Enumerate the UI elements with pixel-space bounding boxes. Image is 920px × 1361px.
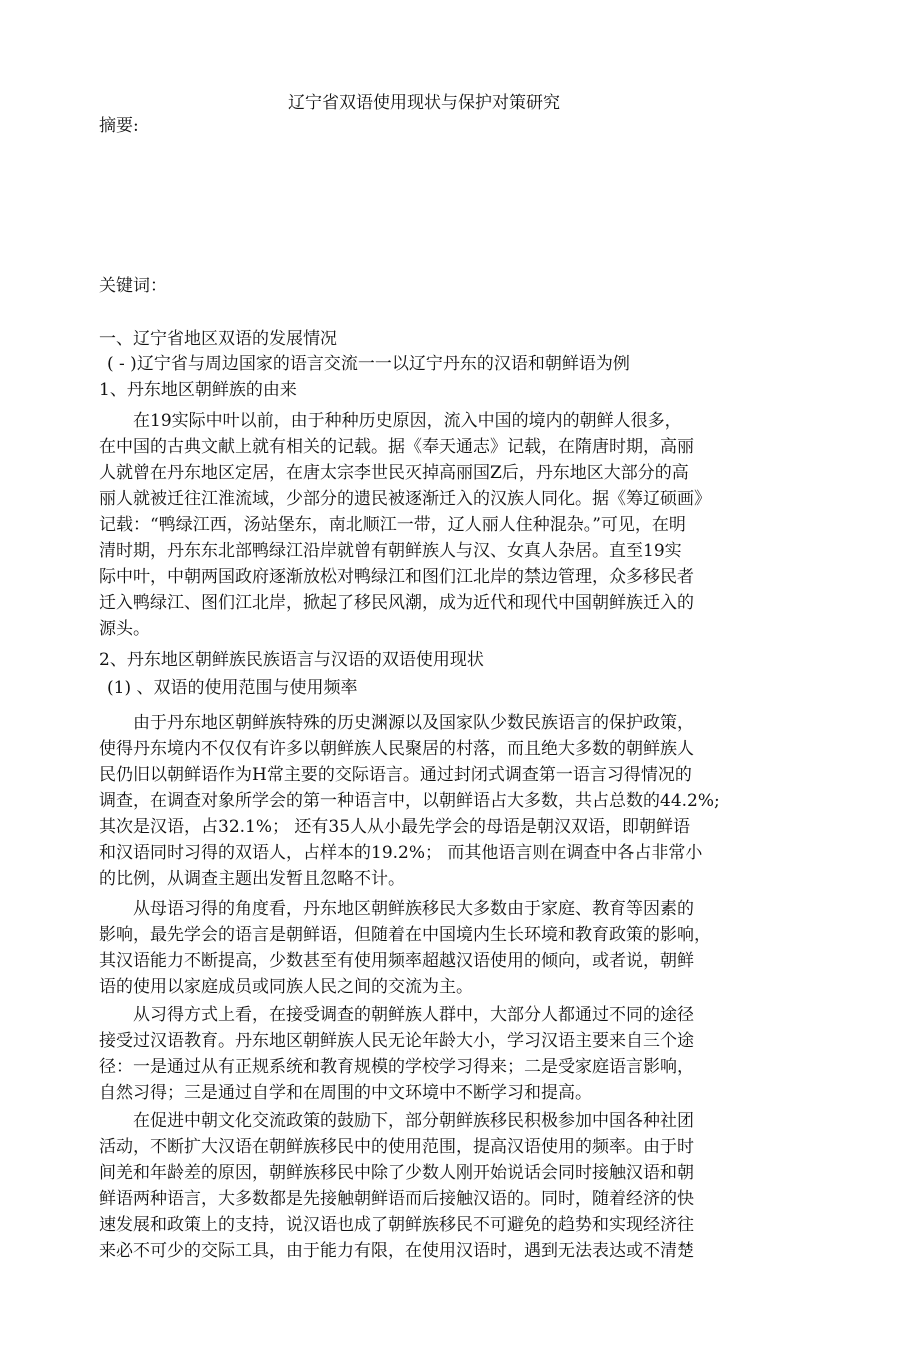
text-line: 使得丹东境内不仅仅有许多以朝鲜族人民聚居的村落，而且绝大多数的朝鲜族人 — [99, 739, 694, 759]
keywords-label: 关键词： — [99, 276, 167, 296]
abstract-label: 摘要: — [99, 116, 139, 136]
text-line: 自然习得；三是通过自学和在周围的中文环境中不断学习和提高。 — [99, 1083, 592, 1103]
subheading-section-1-1: ( - )辽宁省与周边国家的语言交流一一以辽宁丹东的汉语和朝鲜语为例 — [107, 354, 630, 374]
paragraph-usage — [99, 710, 799, 892]
text-line: 从母语习得的角度看，丹东地区朝鲜族移民大多数由于家庭、教育等因素的 — [99, 899, 694, 919]
heading-2-status: 2、丹东地区朝鲜族民族语言与汉语的双语使用现状 — [99, 650, 484, 670]
text-line: 间羌和年龄差的原因，朝鲜族移民中除了少数人刚开始说话会同时接触汉语和朝 — [99, 1163, 694, 1183]
text-line: 民仍旧以朝鲜语作为H常主要的交际语言。通过封闭式调查第一语言习得情况的 — [99, 765, 692, 785]
text-line: 来必不可少的交际工具，由于能力有限，在使用汉语时，遇到无法表达或不清楚 — [99, 1241, 694, 1261]
text-line: 丽人就被迁往江淮流域，少部分的遗民被逐渐迁入的汉族人同化。据《筹辽硕画》 — [99, 489, 711, 509]
text-line: 记载：“鸭绿江西，汤站堡东，南北顺江一带，辽人丽人住种混杂。”可见，在明 — [99, 515, 686, 535]
paragraph-origin — [99, 408, 799, 642]
text-line: 其次是汉语，占32.1%； 还有35人从小最先学会的母语是朝汉双语，即朝鲜语 — [99, 817, 691, 837]
paragraph-acquisition — [99, 1002, 799, 1106]
text-line: 影响，最先学会的语言是朝鲜语，但随着在中国境内生长环境和教育政策的影响， — [99, 925, 711, 945]
page-title: 辽宁省双语使用现状与保护对策研究 — [288, 93, 560, 113]
text-line: 径：一是通过从有正规系统和教育规模的学校学习得来；二是受家庭语言影响， — [99, 1057, 694, 1077]
text-line: 际中叶，中朝两国政府逐渐放松对鸭绿江和图们江北岸的禁边管理，众多移民者 — [99, 567, 694, 587]
text-line: 从习得方式上看，在接受调查的朝鲜族人群中，大部分人都通过不同的途径 — [99, 1005, 694, 1025]
text-line: 接受过汉语教育。丹东地区朝鲜族人民无论年龄大小，学习汉语主要来自三个途 — [99, 1031, 694, 1051]
heading-usage-scope: (1) 、双语的使用范围与使用频率 — [107, 678, 358, 698]
heading-section-1: 一、辽宁省地区双语的发展情况 — [99, 329, 337, 349]
text-line: 和汉语同时习得的双语人，占样本的19.2%； 而其他语言则在调查中各占非常小 — [99, 843, 703, 863]
text-line: 人就曾在丹东地区定居，在唐太宗李世民灭掉高丽国Z后，丹东地区大部分的高 — [99, 463, 689, 483]
text-line: 源头。 — [99, 619, 150, 639]
text-line: 的比例，从调查主题出发暂且忽略不计。 — [99, 869, 405, 889]
text-line: 迁入鸭绿江、图们江北岸，掀起了移民风潮，成为近代和现代中国朝鲜族迁入的 — [99, 593, 694, 613]
text-line: 清时期，丹东东北部鸭绿江沿岸就曾有朝鲜族人与汉、女真人杂居。直至19实 — [99, 541, 682, 561]
text-line: 活动，不断扩大汉语在朝鲜族移民中的使用范围，提高汉语使用的频率。由于时 — [99, 1137, 694, 1157]
text-line: 由于丹东地区朝鲜族特殊的历史渊源以及国家队少数民族语言的保护政策， — [99, 713, 694, 733]
text-line: 其汉语能力不断提高，少数甚至有使用频率超越汉语使用的倾向，或者说，朝鲜 — [99, 951, 694, 971]
paragraph-mother-tongue — [99, 896, 799, 1000]
text-line: 速发展和政策上的支持，说汉语也成了朝鲜族移民不可避免的趋势和实现经济往 — [99, 1215, 694, 1235]
text-line: 语的使用以家庭成员或同族人民之间的交流为主。 — [99, 977, 473, 997]
heading-1-origin: 1、丹东地区朝鲜族的由来 — [99, 380, 297, 400]
text-line: 调查，在调查对象所学会的第一种语言中，以朝鲜语占大多数，共占总数的44.2%; — [99, 791, 720, 811]
text-line: 在中国的古典文献上就有相关的记载。据《奉天通志》记载，在隋唐时期，高丽 — [99, 437, 694, 457]
text-line: 在19实际中叶以前，由于种种历史原因，流入中国的境内的朝鲜人很多， — [99, 411, 682, 431]
text-line: 在促进中朝文化交流政策的鼓励下，部分朝鲜族移民积极参加中国各种社团 — [99, 1111, 694, 1131]
text-line: 鲜语两种语言，大多数都是先接触朝鲜语而后接触汉语的。同时，随着经济的快 — [99, 1189, 694, 1209]
paragraph-exchange — [99, 1108, 799, 1264]
